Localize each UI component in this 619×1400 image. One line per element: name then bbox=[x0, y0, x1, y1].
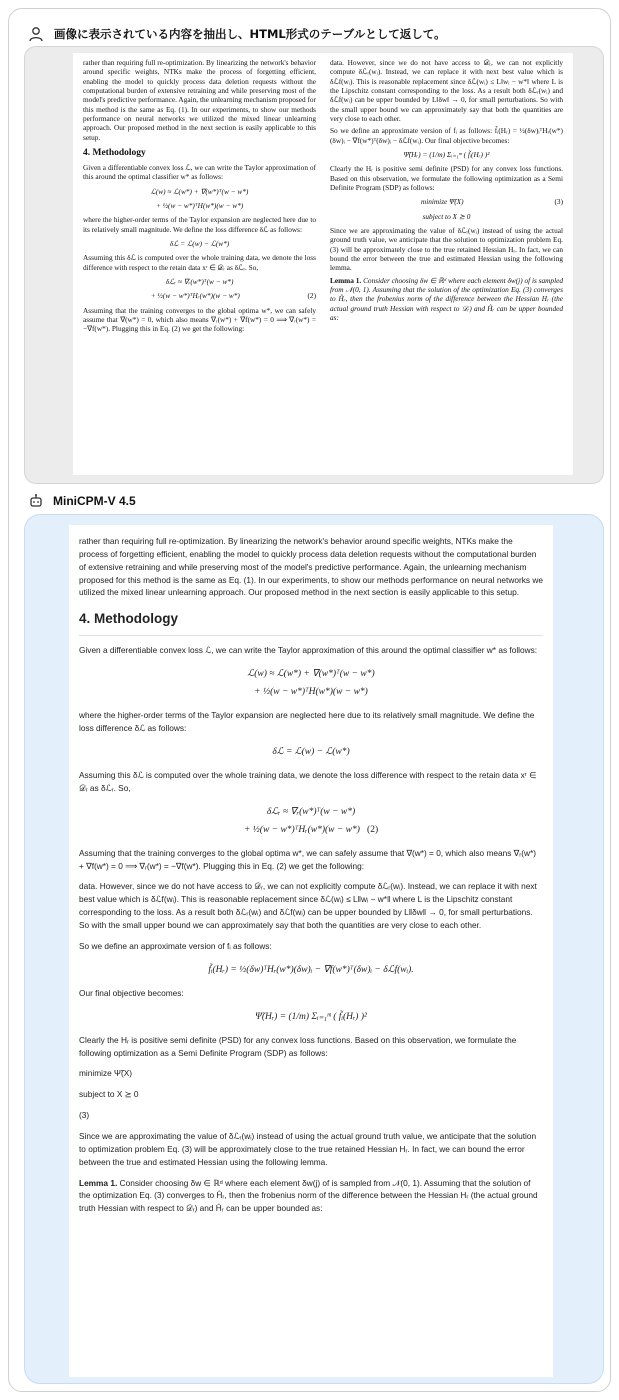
paper-opt-line: minimize Ψ̃(X) bbox=[420, 197, 464, 207]
response-heading: 4. Methodology bbox=[79, 609, 543, 636]
response-paragraph: Assuming this δℒ is computed over the whole training data, we denote the loss difference with respect to the retain data xʳ ∈ 𝒟ᵣ as δℒᵣ. So, bbox=[79, 769, 537, 793]
response-equation-number: (3) bbox=[79, 1110, 90, 1121]
response-lemma bbox=[79, 1177, 543, 1216]
paper-paragraph: rather than requiring full re-optimization. By linearizing the network's behavior around specific weights, NTKs make the process of forgetting efficient, enabling the model to quickly process data deletion requests without the computational burden of extensive retraining and while preserving most of the model's predictive performance. Again, the unlearning mechanism proposed for this method is the same as Eq. (1). In our experiments, to show our methods performance on neural networks we utilized the mixed linear unlearning approach. Our proposed method in the next section is easily applicable to this setup. bbox=[83, 58, 316, 142]
paper-equation: δℒ = ℒ(w) − ℒ(w*) bbox=[169, 239, 230, 249]
response-opt-line: subject to X ⪰ 0 bbox=[79, 1089, 139, 1100]
response-opt-line: minimize Ψ̃(X) bbox=[79, 1068, 133, 1079]
paper-equation: + ½(w − w*)ᵀH(w*)(w − w*) bbox=[155, 201, 244, 211]
paper-right-column bbox=[330, 58, 563, 470]
response-paragraph: rather than requiring full re-optimization. By linearizing the network's behavior around specific weights, NTKs make the process of forgetting efficient, enabling the model to quickly process data deletion requests without the computational burden of extensive retraining and while preserving most of the model's predictive performance. Again, the unlearning mechanism proposed for this method is the same as Eq. (1). In our experiments, to show our methods performance on neural networks we utilized the mixed linear unlearning approach. Our proposed method in the next section is easily applicable to this setup. bbox=[79, 536, 543, 598]
response-equation-line: ℒ(w) ≈ ℒ(w*) + ∇(w*)ᵀ(w − w*) bbox=[247, 669, 375, 680]
paper-paragraph: where the higher-order terms of the Taylor expansion are neglected here due to its relatively small magnitude. We define the loss difference δℒ as follows: bbox=[83, 215, 316, 234]
response-paragraph: Our final objective becomes: bbox=[79, 987, 184, 998]
bot-message-header bbox=[28, 493, 136, 509]
paper-equation bbox=[83, 291, 316, 300]
paper-left-column bbox=[83, 58, 316, 470]
paper-lemma bbox=[330, 276, 563, 323]
paper-equation: ℒ(w) ≈ ℒ(w*) + ∇(w*)ᵀ(w − w*) bbox=[150, 186, 249, 196]
robot-icon bbox=[28, 493, 44, 509]
response-equation: f̃ᵢ(Hᵣ) = ½(δw)ᵀHᵣ(w*)(δw)ᵢ − ∇f(w*)ᵀ(δw)ᵢ − δℒf(wᵢ). bbox=[208, 964, 414, 975]
response-equation-line: + ½(w − w*)ᵀH(w*)(w − w*) bbox=[254, 687, 368, 698]
user-message-header bbox=[28, 26, 445, 42]
response-equation-line: + ½(w − w*)ᵀHᵣ(w*)(w − w*) bbox=[243, 824, 360, 835]
response-paragraph: So we define an approximate version of fᵢ as follows: bbox=[79, 940, 272, 951]
response-equation-line: δℒᵣ ≈ ∇ᵣ(w*)ᵀ(w − w*) bbox=[266, 806, 356, 817]
paper-equation-number: (2) bbox=[307, 291, 316, 301]
response-equation: δℒ = ℒ(w) − ℒ(w*) bbox=[272, 746, 350, 757]
response-paragraph: data. However, since we do not have access to 𝒟ᵣ, we can not explicitly compute δℒᵣ(wᵢ). Instead, we can replace it with next best value which is δℒf(wᵢ). This is reasonable replacement since δℒ(wᵢ) ≤ L‖wᵢ − w*‖ where L is the Lipschitz constant corresponding to the loss. As a result both δℒᵣ(wᵢ) and δℒf(wᵢ) can be upper bounded by L‖δw‖ → 0, for small perturbations. So with the small upper bound we can approximately say that both the quantities are very close to each other. bbox=[79, 881, 537, 931]
paper-paragraph: data. However, since we do not have access to 𝒟ᵣ, we can not explicitly compute δℒᵣ(wᵢ). Instead, we can replace it with next best value which is δℒf(wᵢ). This is reasonable replacement since δℒ(wᵢ) ≤ L‖wᵢ − w*‖ where L is the Lipschitz constant corresponding to the loss. As a result both δℒᵣ(wᵢ) and δℒf(wᵢ) can be upper bounded by L‖δw‖ → 0, for small perturbations. So with the small upper bound we can approximately say that both the quantities are very close to each other. bbox=[330, 58, 563, 123]
response-paragraph: Since we are approximating the value of δℒᵣ(wᵢ) instead of using the actual ground truth value, we anticipate that the solution to optimization problem Eq. (3) will be approximately close to the true retained Hessian Hᵣ. In fact, we can bound the error between the true and estimated Hessian using the following lemma. bbox=[79, 1131, 537, 1167]
paper-equation-line: + ½(w − w*)ᵀHᵣ(w*)(w − w*) bbox=[150, 291, 240, 301]
response-paragraph: Clearly the Hᵣ is positive semi definite (PSD) for any convex loss functions. Based on this observation, we formulate the following optimization as a Semi Definite Program (SDP) as follows: bbox=[79, 1034, 517, 1058]
user-prompt-text: 画像に表示されている内容を抽出し、HTML形式のテーブルとして返して。 bbox=[54, 27, 446, 41]
paper-paragraph: Assuming this δℒ is computed over the whole training data, we denote the loss difference with respect to the retain data xʳ ∈ 𝒟ᵣ as δℒᵣ. So, bbox=[83, 253, 316, 272]
paper-paragraph: Assuming that the training converges to the global optima w*, we can safely assume that ∇(w*) = 0, which also means ∇ᵣ(w*) + ∇f(w*) = 0 ⟹ ∇ᵣ(w*) = −∇f(w*). Plugging this in Eq. (2) we get the following: bbox=[83, 305, 316, 334]
paper-section-heading: 4. Methodology bbox=[83, 147, 146, 158]
paper-equation-number: (3) bbox=[554, 197, 563, 207]
response-paragraph: where the higher-order terms of the Taylor expansion are neglected here due to its relatively small magnitude. We define the loss difference δℒ as follows: bbox=[79, 710, 535, 734]
paper-equation: Ψ̃(Hᵣ) = (1/m) Σᵢ₌₁ᵐ ( f̃ᵢ(Hᵣ) )² bbox=[403, 149, 490, 159]
bot-name: MiniCPM-V 4.5 bbox=[53, 494, 136, 508]
response-lemma-text: Consider choosing δw ∈ ℝᵈ where each element δw(j) of is sampled from 𝒩(0, 1). Assuming that the solution of the optimization Eq. (3) converges to Ĥᵣ, then the frobenius norm of the difference between the Hessian Hᵣ (the actual ground truth Hessian with respect to 𝒟ᵣ) and Ĥᵣ can be upper bounded as: bbox=[79, 1177, 538, 1214]
response-lemma-title: Lemma 1. bbox=[79, 1177, 118, 1188]
response-paragraph: Given a differentiable convex loss ℒ, we can write the Taylor approximation of this around the optimal classifier w* as follows: bbox=[79, 645, 538, 656]
paper-equation: subject to X ⪰ 0 bbox=[422, 211, 471, 221]
response-equation: Ψ̃(Hᵣ) = (1/m) Σᵢ₌₁ᵐ ( f̃ᵢ(Hᵣ) )² bbox=[255, 1011, 367, 1022]
response-document bbox=[69, 525, 553, 1377]
response-paragraph: Assuming that the training converges to the global optima w*, we can safely assume that ∇(w*) = 0, which also means ∇ᵣ(w*) + ∇f(w*) = 0 ⟹ ∇ᵣ(w*) = −∇f(w*). Plugging this in Eq. (2) we get the following: bbox=[79, 847, 536, 871]
paper-lemma-title: Lemma 1. bbox=[330, 275, 362, 285]
paper-paragraph: So we define an approximate version of fᵢ as follows: f̃ᵢ(Hᵣ) = ½(δw)ᵢᵀHᵣ(w*)(δw)ᵢ − ∇f(w*)ᵀ(δw)ᵢ − δℒf(wᵢ). Our final objective becomes: bbox=[330, 126, 563, 145]
user-icon bbox=[28, 26, 44, 42]
paper-paragraph: Clearly the Hᵣ is positive semi definite (PSD) for any convex loss functions. Based on this observation, we formulate the following optimization as a Semi Definite Program (SDP) as follows: bbox=[330, 164, 563, 192]
paper-equation: δℒᵣ ≈ ∇ᵣ(w*)ᵀ(w − w*) bbox=[165, 277, 234, 287]
paper-lemma-text: Consider choosing δw ∈ ℝᵈ where each element δw(j) of is sampled from 𝒩(0, 1). Assuming that the solution of the optimization Eq. (3) converges to Ĥᵣ, then the frobenius norm of the difference between the Hessian Hᵣ (the actual ground truth Hessian with respect to 𝒟ᵣ) and Ĥᵣ can be upper bounded as: bbox=[330, 275, 563, 322]
uploaded-image bbox=[24, 46, 604, 484]
response-equation-number: (2) bbox=[367, 824, 379, 835]
response-equation bbox=[79, 803, 543, 839]
paper-equation bbox=[330, 197, 563, 206]
bot-response-bubble bbox=[24, 514, 604, 1384]
paper-paragraph: Since we are approximating the value of δℒᵣ(wᵢ) instead of using the actual ground truth value, we anticipate that the solution to optimization problem Eq. (3) will be approximately close to the true retained Hessian Hᵣ. In fact, we can bound the error between the true and estimated Hessian using the following lemma. bbox=[330, 225, 563, 273]
paper-page bbox=[73, 53, 573, 475]
response-equation bbox=[79, 665, 543, 701]
paper-paragraph: Given a differentiable convex loss ℒ, we can write the Taylor approximation of this around the optimal classifier w* as follows: bbox=[83, 163, 316, 182]
